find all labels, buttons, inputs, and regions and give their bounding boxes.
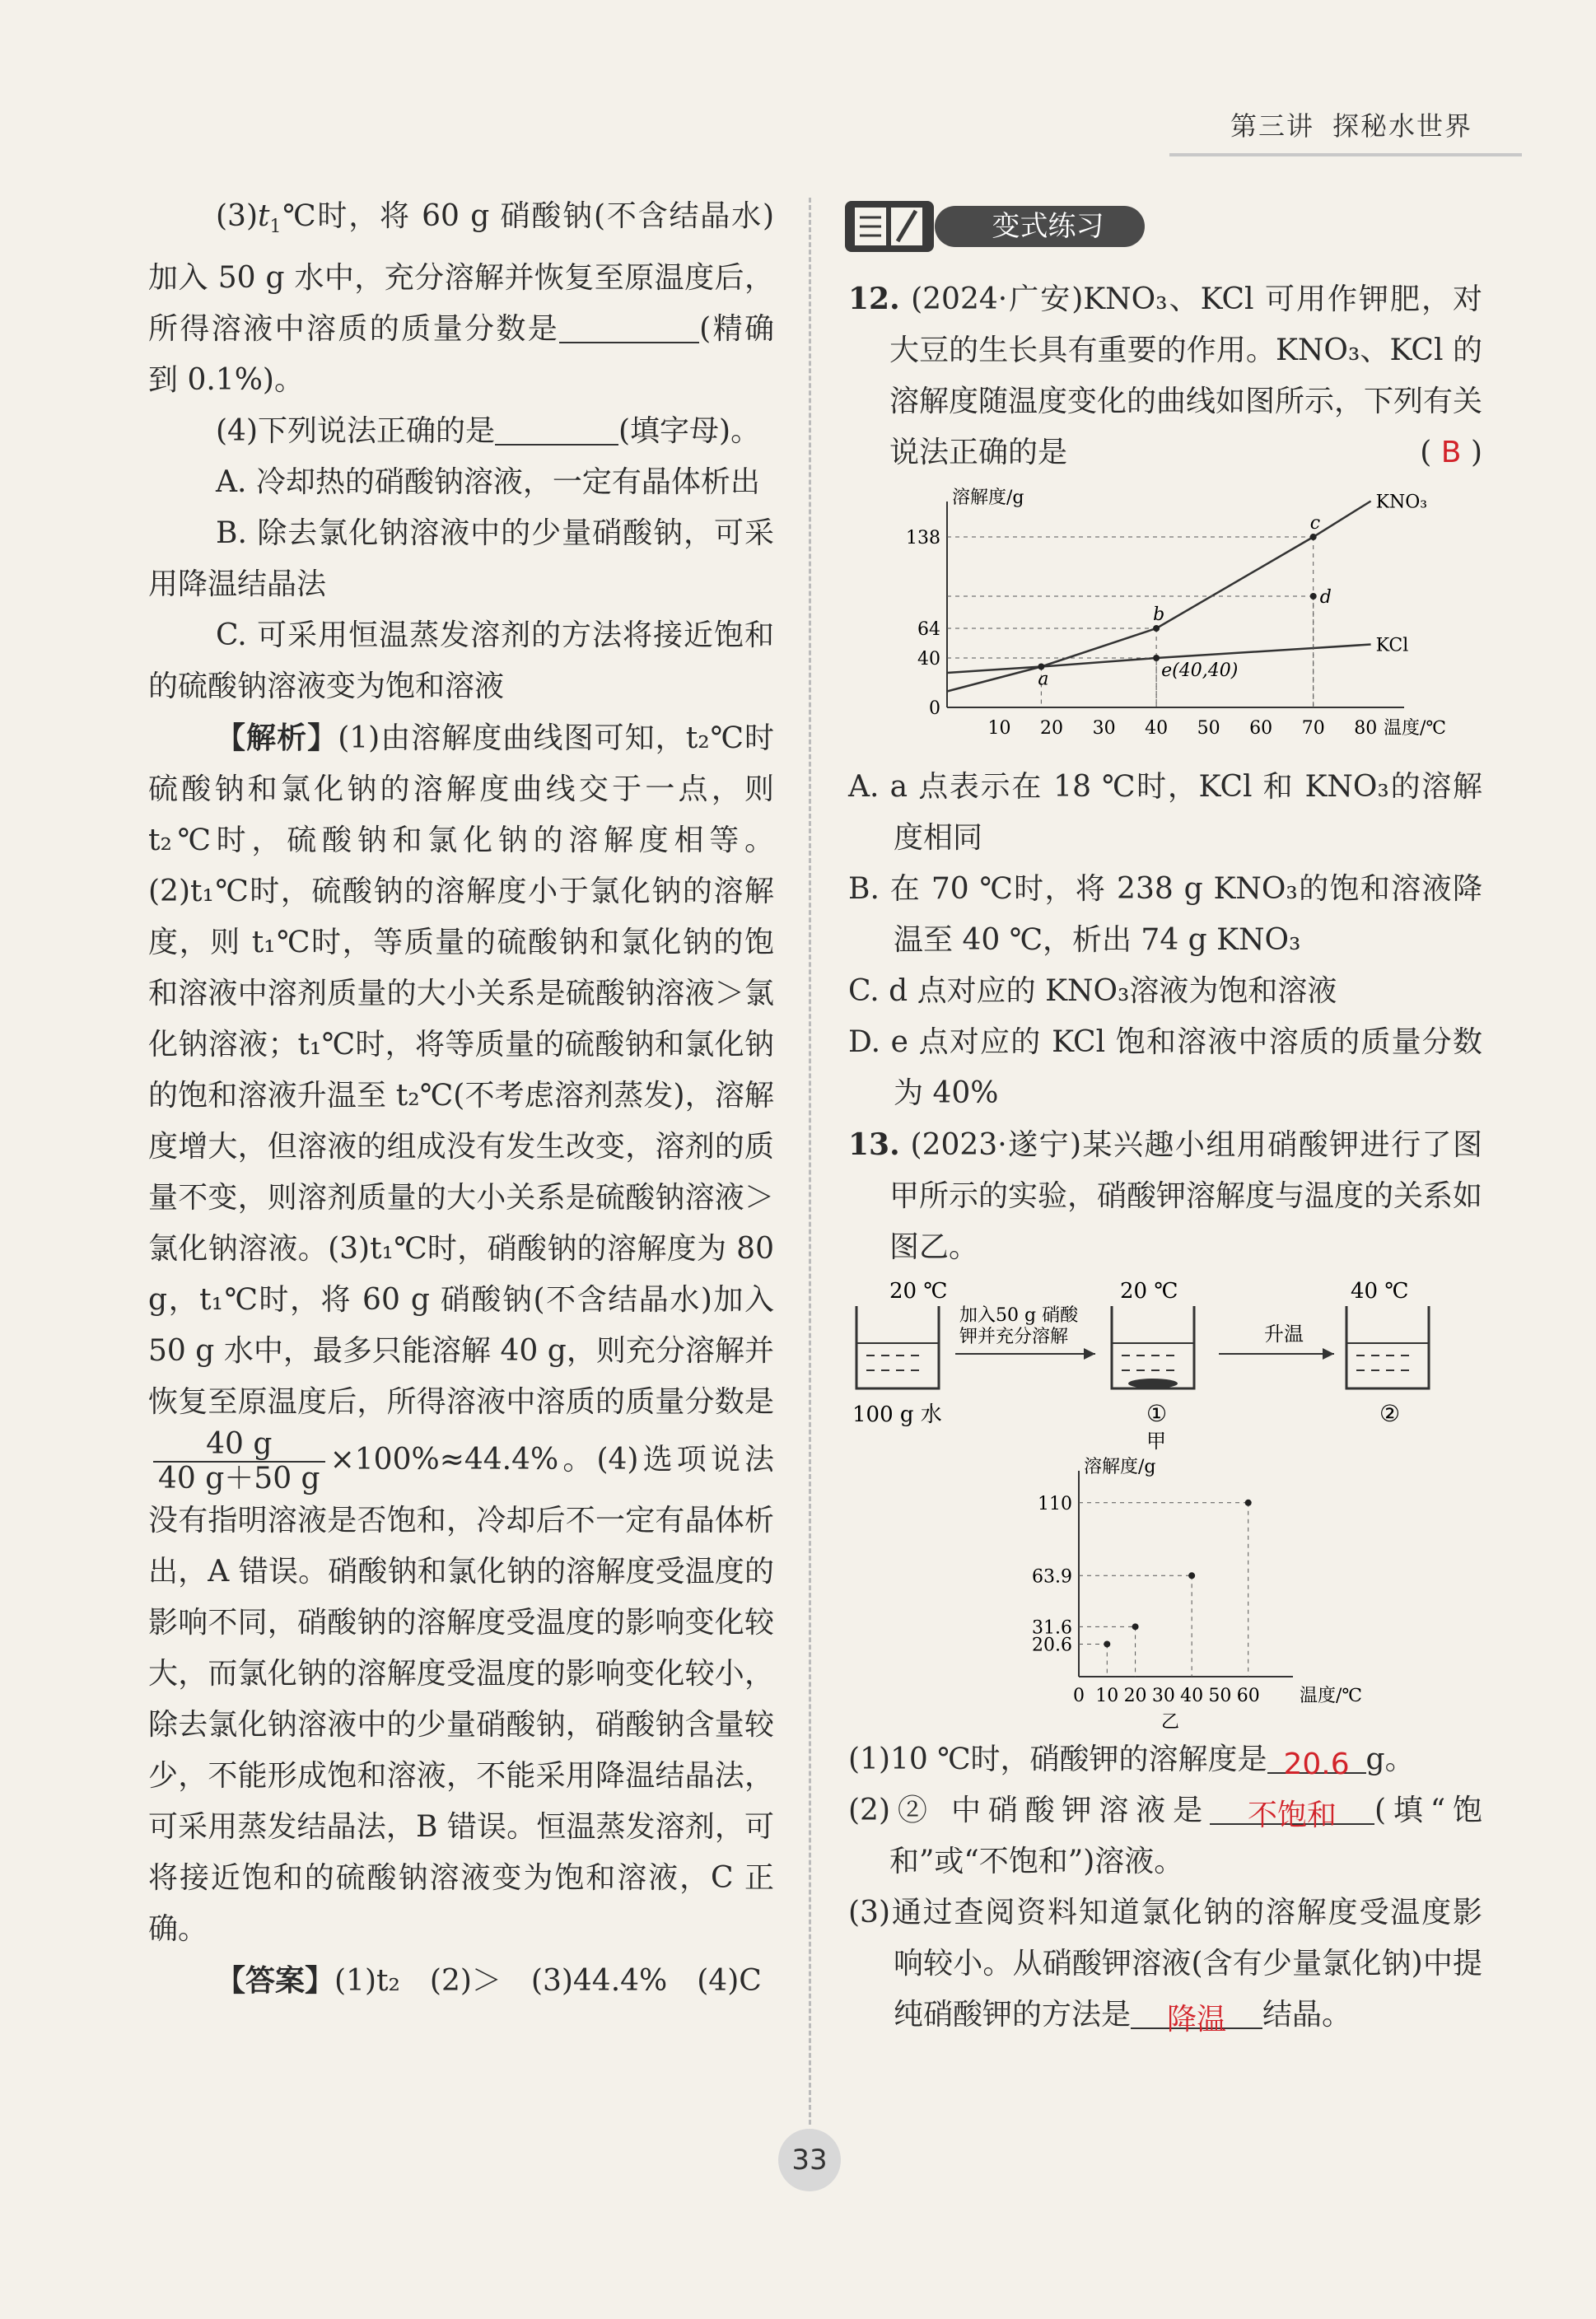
- column-divider: [809, 198, 811, 2125]
- option-c: C. 可采用恒温蒸发溶剂的方法将接近饱和的硫酸钠溶液变为饱和溶液: [148, 618, 774, 704]
- right-column: [848, 191, 1482, 2041]
- page-number: 33: [778, 2129, 841, 2191]
- beaker2-label: ①: [1146, 1400, 1168, 1427]
- analysis: 【解析】(1)由溶解度曲线图可知，t₂℃时硫酸钠和氯化钠的溶解度曲线交于一点，则 t₂℃时，硫酸钠和氯化钠的溶解度相等。(2)t₁℃时，硫酸钠的溶解度小于氯化钠的溶解度，则 t₁℃时，等质量的硫酸钠和氯化钠的饱和溶液中溶剂质量的大小关系是硫酸钠溶液＞氯化钠溶液；t₁℃时，将等质量的硫酸钠和氯化钠的饱和溶液升温至 t₂℃(不考虑溶剂蒸发)，溶解度增大，但溶液的组成没有发生改变，溶剂的质量不变，则溶剂质量的大小关系是硫酸钠溶液＞氯化钠溶液。(3)t₁℃时，硝酸钠的溶解度为 80 g，t₁℃时，将 60 g 硝酸钠(不含结晶水)加入 50 g 水中，最多只能溶解 40 g，则充分溶解并恢复至原温度后，所得溶液中溶质的质量分数是 $\frac{40 g}{40 g+50 g}$ ×100%≈44.4%。(4)选项说法没有指明溶液是否饱和，冷却后不一定有晶体析出，A 错误。硝酸钠和氯化钠的溶解度受温度的影响不同，硝酸钠的溶解度受温度的影响变化较大，而氯化钠的溶解度受温度的影响变化较小，除去氯化钠溶液中的少量硝酸钠，硝酸钠含量较少，不能形成饱和溶液，不能采用降温结晶法，可采用蒸发结晶法，B 错误。恒温蒸发溶剂，可将接近饱和的硫酸钠溶液变为饱和溶液，C 正确。: [148, 721, 774, 1947]
- x-tick-label: 30: [1151, 1686, 1175, 1706]
- x-tick-label: 10: [987, 718, 1011, 739]
- answer-blank[interactable]: [495, 411, 618, 446]
- q12-option-a: A. a 点表示在 18 ℃时，KCl 和 KNO₃的溶解度相同: [848, 770, 1482, 855]
- data-point: [1153, 625, 1160, 632]
- y-tick-label: 31.6: [1032, 1617, 1072, 1639]
- x-axis-label: 温度/℃: [1384, 718, 1447, 739]
- x-tick-label: 0: [1073, 1686, 1085, 1706]
- x-tick-label: 40: [1180, 1686, 1204, 1706]
- q13-part3-answer: 降温: [1131, 1995, 1262, 2029]
- point-label: c: [1309, 513, 1321, 534]
- x-tick-label: 60: [1249, 718, 1273, 739]
- kno3-solubility-chart: [972, 1454, 1466, 1734]
- q13-part2: (2)② 中硝酸钾溶液是 不饱和 (填“饱和”或“不饱和”)溶液。: [848, 1785, 1482, 1887]
- x-axis-label: 温度/℃: [1300, 1686, 1363, 1706]
- x-tick-label: 60: [1236, 1686, 1260, 1706]
- figure-caption-jia: 甲: [1146, 1430, 1166, 1453]
- header-rule: [1169, 153, 1522, 156]
- water-label: 100 g 水: [852, 1402, 942, 1427]
- x-tick-label: 40: [1145, 718, 1169, 739]
- question-13: 13. (2023·遂宁)某兴趣小组用硝酸钾进行了图甲所示的实验，硝酸钾溶解度与温度的关系如图乙。: [848, 1127, 1483, 1264]
- y-axis-label: 溶解度/g: [952, 488, 1024, 508]
- q12-option-c: C. d 点对应的 KNO₃溶液为饱和溶液: [848, 974, 1337, 1008]
- y-tick-label: 110: [1038, 1493, 1072, 1514]
- beaker1-temp: 20 ℃: [889, 1279, 948, 1304]
- beaker-1: [856, 1306, 939, 1388]
- x-tick-label: 80: [1354, 718, 1378, 739]
- analysis-label: 【解析】: [216, 721, 338, 756]
- answer-label: 【答案】: [216, 1963, 335, 1999]
- q12-option-d: D. e 点对应的 KCl 饱和溶液中溶质的质量分数为 40%: [848, 1025, 1482, 1110]
- q13-part3: (3)通过查阅资料知道氯化钠的溶解度受温度影响较小。从硝酸钾溶液(含有少量氯化钠)中提纯硝酸钾的方法是 降温 结晶。: [848, 1896, 1482, 2037]
- badge-label: 变式练习: [935, 206, 1145, 247]
- x-tick-label: 10: [1095, 1686, 1119, 1706]
- answer: 【答案】(1)t₂ (2)＞ (3)44.4% (4)C: [216, 1963, 762, 1999]
- option-a: A. 冷却热的硝酸钠溶液，一定有晶体析出: [216, 465, 760, 500]
- y-tick-label: 138: [906, 528, 940, 548]
- y-tick-label: 0: [929, 698, 940, 719]
- y-tick-label: 63.9: [1032, 1566, 1072, 1588]
- beaker3-label: ②: [1379, 1400, 1401, 1427]
- answer-blank[interactable]: [559, 309, 699, 343]
- beaker-2: [1112, 1306, 1194, 1388]
- point-label: a: [1038, 669, 1049, 690]
- q12-answer: B: [1440, 436, 1462, 469]
- q13-part1-answer: 20.6: [1267, 1739, 1366, 1774]
- lecture-title: 探秘水世界: [1332, 110, 1472, 142]
- q12-option-b: B. 在 70 ℃时，将 238 g KNO₃的饱和溶液降温至 40 ℃，析出 74 g KNO₃: [848, 872, 1482, 957]
- data-point: [1104, 1640, 1110, 1647]
- point-label: d: [1319, 587, 1332, 608]
- x-tick-label: 30: [1092, 718, 1116, 739]
- experiment-diagram: [848, 1273, 1482, 1454]
- x-tick-label: 70: [1301, 718, 1325, 739]
- lecture-number: 第三讲: [1230, 110, 1314, 142]
- data-point: [1188, 1572, 1195, 1579]
- data-point: [1132, 1623, 1139, 1630]
- option-b: B. 除去氯化钠溶液中的少量硝酸钠，可采用降温结晶法: [148, 516, 774, 602]
- x-tick-label: 20: [1123, 1686, 1147, 1706]
- y-axis-label: 溶解度/g: [1084, 1457, 1156, 1477]
- data-point: [1153, 655, 1160, 661]
- page-header: [1230, 105, 1472, 143]
- point-label: e(40,40): [1161, 660, 1239, 681]
- data-point: [1245, 1500, 1252, 1506]
- figure-caption-yi: 乙: [1161, 1712, 1180, 1733]
- y-tick-label: 40: [917, 649, 940, 670]
- x-tick-label: 50: [1197, 718, 1220, 739]
- question-12: 12. (2024·广安)KNO₃、KCl 可用作钾肥，对大豆的生长具有重要的作用。KNO₃、KCl 的溶解度随温度变化的曲线如图所示，下列有关说法正确的是 ( B ): [848, 282, 1483, 469]
- beaker2-temp: 20 ℃: [1120, 1279, 1178, 1304]
- step1-label-line2: 钾并充分溶解: [959, 1327, 1069, 1347]
- question-4: (4)下列说法正确的是 (填字母)。: [148, 406, 774, 457]
- x-tick-label: 20: [1040, 718, 1064, 739]
- series-line: [947, 502, 1371, 692]
- y-tick-label: 64: [917, 619, 940, 640]
- left-column: [148, 191, 774, 2007]
- fraction: $\frac{40 g}{40 g+50 g}$: [153, 1428, 325, 1495]
- point-label: b: [1153, 604, 1165, 625]
- data-point: [1310, 593, 1317, 600]
- series-label: KNO₃: [1375, 492, 1428, 513]
- y-tick-label: 20.6: [1032, 1635, 1072, 1656]
- q13-part2-answer: 不饱和: [1210, 1790, 1374, 1825]
- data-point: [1310, 534, 1317, 540]
- beaker-3: [1346, 1306, 1429, 1388]
- series-label: KCl: [1375, 635, 1409, 656]
- x-tick-label: 50: [1208, 1686, 1232, 1706]
- q13-part1: (1)10 ℃时，硝酸钾的溶解度是 20.6 g。: [848, 1734, 1482, 1785]
- step1-label-line1: 加入50 g 硝酸: [959, 1305, 1079, 1326]
- step2-label: 升温: [1264, 1323, 1304, 1346]
- kno3-kcl-solubility-chart: [889, 485, 1447, 757]
- beaker3-temp: 40 ℃: [1351, 1279, 1409, 1304]
- question-3: $(3)t_1℃$时，将 60 g 硝酸钠(不含结晶水)加入 50 g 水中，充分溶解并恢复至原温度后，所得溶液中溶质的质量分数是 (精确到 0.1%)。: [148, 199, 774, 398]
